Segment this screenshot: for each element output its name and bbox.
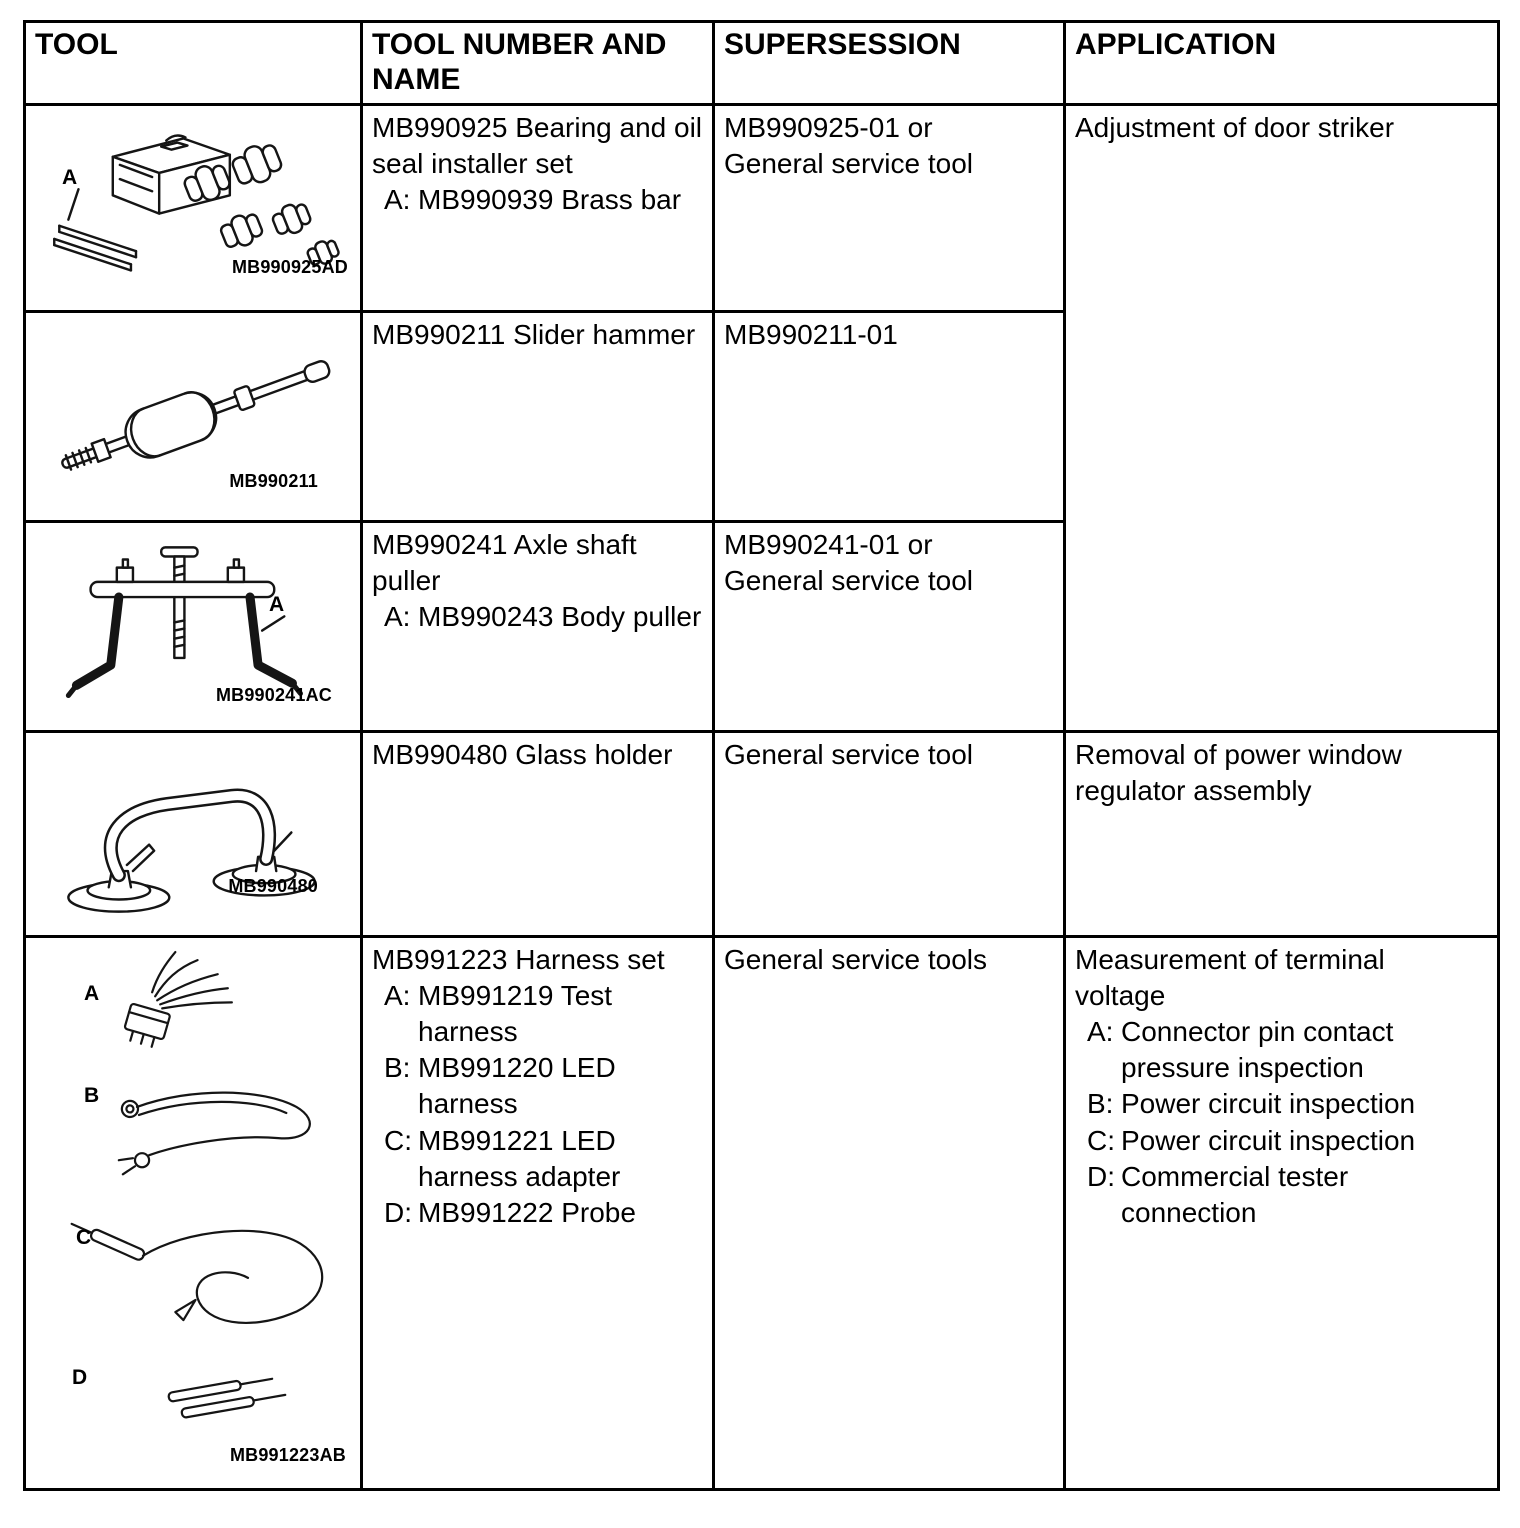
- supersession-cell: [714, 732, 1065, 937]
- tool-number-cell: [362, 105, 714, 312]
- supersession-line: MB990925-01 or: [724, 112, 933, 143]
- sub-item-text: Commercial tester connection: [1121, 1160, 1349, 1228]
- callout-a: A: [62, 166, 78, 189]
- sub-item-text: MB990939 Brass bar: [418, 184, 682, 216]
- tool-code-label: MB991223AB: [229, 1445, 346, 1465]
- application-sub-item: [1075, 1086, 1475, 1122]
- tool-name: MB991223 Harness set: [372, 944, 665, 975]
- col-header-supersession: SUPERSESSION: [714, 22, 1065, 105]
- table-row-harness-set: [25, 937, 1499, 1490]
- sub-item-text: MB991220 LED harness: [418, 1052, 616, 1120]
- application-cell: [1065, 937, 1499, 1490]
- callout-a: A: [269, 593, 285, 616]
- tool-code-label: MB990480: [228, 876, 318, 896]
- supersession-cell: [714, 312, 1065, 522]
- col-header-tool-number-and-name: TOOL NUMBER AND NAME: [362, 22, 714, 105]
- tool-name: MB990480 Glass holder: [372, 739, 673, 770]
- sub-item-letter: C:: [384, 1124, 412, 1156]
- application-text: Measurement of terminal voltage: [1075, 944, 1385, 1012]
- supersession-line: MB990211-01: [724, 319, 898, 350]
- tool-code-label: MB990241AC: [215, 685, 332, 705]
- sub-item-text: Connector pin contact pressure inspection: [1121, 1016, 1394, 1084]
- callout-a: A: [84, 982, 100, 1005]
- tool-sub-item: [372, 182, 704, 218]
- tool-name: MB990211 Slider hammer: [372, 319, 696, 350]
- supersession-cell: [714, 105, 1065, 312]
- tool-sub-item: [372, 599, 704, 635]
- application-cell: [1065, 105, 1499, 732]
- tool-code-label: MB990925AD: [231, 257, 348, 277]
- tool-sub-item: [372, 1195, 704, 1231]
- sub-item-text: Power circuit inspection: [1121, 1088, 1416, 1120]
- sub-item-letter: A:: [384, 184, 411, 216]
- supersession-line: General service tool: [724, 565, 974, 597]
- sub-item-letter: B:: [384, 1052, 411, 1084]
- tool-number-cell: [362, 522, 714, 732]
- harness-set-illustration: [26, 938, 360, 1488]
- sub-item-letter: A:: [384, 601, 411, 633]
- sub-item-letter: C:: [1087, 1124, 1115, 1156]
- tool-code-label: MB990211: [229, 471, 318, 491]
- sub-item-letter: B:: [1087, 1088, 1114, 1120]
- callout-b: B: [84, 1084, 100, 1107]
- callout-c: C: [76, 1226, 92, 1249]
- special-tools-table: [23, 20, 1500, 1491]
- col-header-application: APPLICATION: [1065, 22, 1499, 105]
- application-sub-item: [1075, 1123, 1475, 1159]
- supersession-line: MB990241-01 or: [724, 529, 933, 560]
- sub-item-letter: A:: [1087, 1016, 1114, 1048]
- application-sub-item: [1075, 1014, 1475, 1086]
- application-text: Adjustment of door striker: [1075, 112, 1395, 143]
- sub-item-text: MB991222 Probe: [418, 1196, 636, 1228]
- tool-image-cell: [25, 105, 362, 312]
- tool-sub-item: [372, 1123, 704, 1195]
- callout-d: D: [72, 1366, 88, 1389]
- tool-name: MB990925 Bearing and oil seal installer set: [372, 112, 703, 180]
- sub-item-text: MB991219 Test harness: [418, 980, 613, 1048]
- bearing-installer-set-illustration: [26, 106, 360, 310]
- sub-item-letter: D:: [1087, 1160, 1115, 1192]
- supersession-cell: [714, 522, 1065, 732]
- application-text: Removal of power window regulator assembly: [1075, 739, 1402, 807]
- tool-number-cell: [362, 937, 714, 1490]
- table-row-glass-holder: [25, 732, 1499, 937]
- tool-image-cell: [25, 732, 362, 937]
- tool-name: MB990241 Axle shaft puller: [372, 529, 637, 597]
- application-cell: [1065, 732, 1499, 937]
- tool-number-cell: [362, 732, 714, 937]
- sub-item-text: Power circuit inspection: [1121, 1124, 1416, 1156]
- sub-item-letter: A:: [384, 980, 411, 1012]
- supersession-cell: [714, 937, 1065, 1490]
- sub-item-text: MB990243 Body puller: [418, 601, 702, 633]
- glass-holder-illustration: [26, 733, 360, 935]
- tool-image-cell: [25, 937, 362, 1490]
- table-row-bearing-installer: [25, 105, 1499, 312]
- supersession-line: General service tool: [724, 739, 974, 770]
- page: [0, 20, 1520, 1528]
- tool-image-cell: [25, 312, 362, 522]
- tool-sub-item: [372, 1050, 704, 1122]
- col-header-tool: TOOL: [25, 22, 362, 105]
- tool-number-cell: [362, 312, 714, 522]
- sub-item-letter: D:: [384, 1196, 412, 1228]
- supersession-line: General service tools: [724, 944, 988, 975]
- supersession-line: General service tool: [724, 148, 974, 180]
- sub-item-text: MB991221 LED harness adapter: [418, 1124, 621, 1192]
- tool-image-cell: [25, 522, 362, 732]
- tool-sub-item: [372, 978, 704, 1050]
- header-row: [25, 22, 1499, 105]
- application-sub-item: [1075, 1159, 1475, 1231]
